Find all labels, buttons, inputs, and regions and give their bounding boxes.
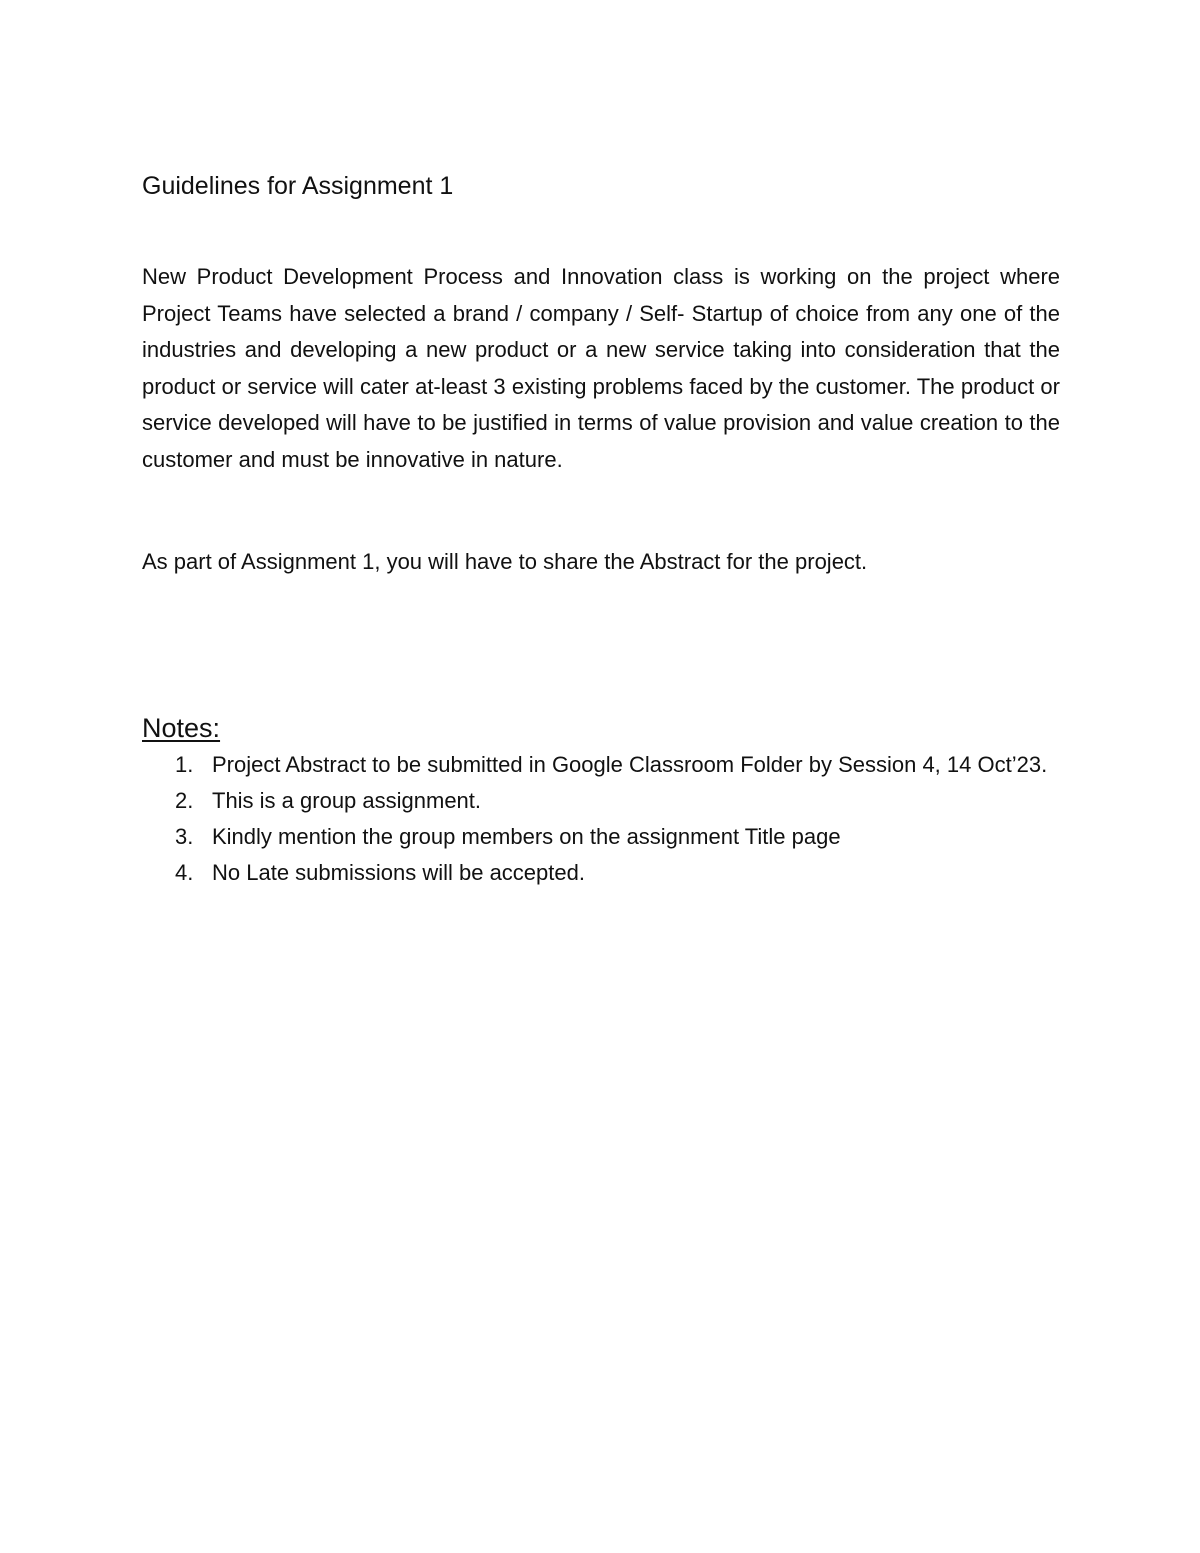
document-body bbox=[142, 168, 1060, 891]
notes-heading: Notes: bbox=[142, 713, 221, 743]
note-number: 4. bbox=[175, 860, 194, 885]
note-item bbox=[142, 819, 1060, 855]
notes-list bbox=[142, 747, 1060, 891]
note-text: Kindly mention the group members on the assignment Title page bbox=[212, 824, 841, 849]
note-number: 3. bbox=[175, 824, 194, 849]
abstract-paragraph: As part of Assignment 1, you will have to share the Abstract for the project. bbox=[142, 549, 868, 574]
note-text: No Late submissions will be accepted. bbox=[212, 860, 585, 885]
note-number: 1. bbox=[175, 752, 194, 777]
note-text: Project Abstract to be submitted in Google Classroom Folder by Session 4, 14 Oct’23. bbox=[212, 752, 1048, 777]
note-number: 2. bbox=[175, 788, 194, 813]
document-title: Guidelines for Assignment 1 bbox=[142, 172, 454, 200]
note-item bbox=[142, 783, 1060, 819]
note-item bbox=[142, 747, 1060, 783]
intro-paragraph: New Product Development Process and Innovation class is working on the project where Project Teams have selected a brand / company / Self- Startup of choice from any one of the industries and developing a new product or a new service taking into consideration that the product or service will cater at-least 3 existing problems faced by the customer. The product or service developed will have to be justified in terms of value provision and value creation to the customer and must be innovative in nature. bbox=[142, 264, 1060, 472]
note-text: This is a group assignment. bbox=[212, 788, 482, 813]
note-item bbox=[142, 855, 1060, 891]
